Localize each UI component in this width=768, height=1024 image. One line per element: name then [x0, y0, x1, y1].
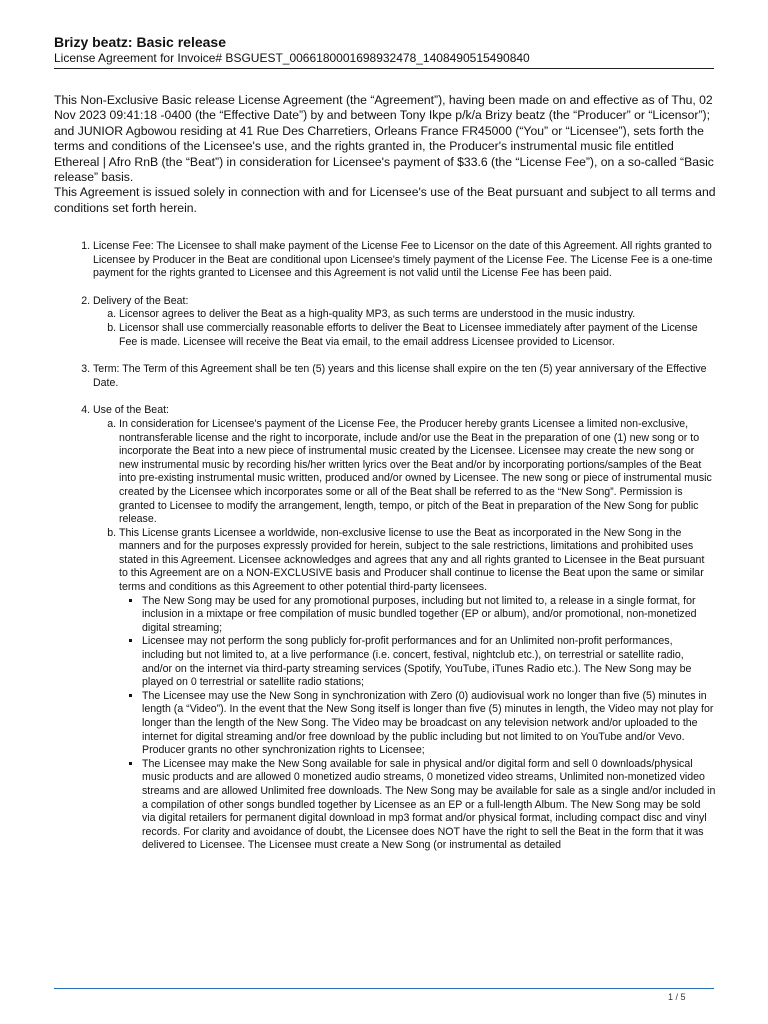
- subclause: a. Licensor agrees to deliver the Beat as a high-quality MP3, as such terms are understood in the music industry.: [119, 308, 716, 322]
- subclause-text: This License grants Licensee a worldwide, non-exclusive license to use the Beat as incorporated in the New Song in the manners and for the purposes expressly provided for herein, subject to the sale restrictions, limitations and prohibited uses stated in this Agreement. Licensee acknowledges and agrees that any and all rights granted to Licensee in the Beat pursuant to this Agreement are on a NON-EXCLUSIVE basis and Producer shall continue to license the Beat upon the same or similar terms and conditions as this Agreement to other potential third-party licensees.: [119, 526, 705, 594]
- intro-section: [54, 93, 716, 216]
- subclause-list: [93, 418, 716, 853]
- header-divider: [54, 68, 714, 69]
- clause-heading: Use of the Beat:: [93, 404, 169, 417]
- subclause: a. In consideration for Licensee's payment of the License Fee, the Producer hereby grants Licensee a limited non-exclusive, nontransferable license and the right to incorporate, include and/or use the Beat in the preparation of one (1) new song or to incorporate the Beat into a new piece of instrumental music created by the Licensee. Licensee may create the new song or new instrumental music by recording his/her written lyrics over the Beat and/or by incorporating portions/samples of the Beat into pre-existing instrumental music written, produced and/or owned by Licensee. The new song or piece of instrumental music created by the Licensee which incorporates some or all of the Beat shall be referred to as the “New Song”. Permission is granted to Licensee to modify the arrangement, length, tempo, or pitch of the Beat in preparation of the New Song for public release.: [119, 418, 716, 527]
- page-number: 1 / 5: [668, 992, 686, 1002]
- subclause-list: [93, 308, 716, 349]
- bullet-item: ▪ The New Song may be used for any promotional purposes, including but not limited to, a release in a single format, for inclusion in a mixtape or free compilation of music bundled together (EP or album), and/or promotional, non-monetized digital streaming;: [142, 595, 716, 636]
- footer-divider: [54, 988, 714, 989]
- clause-use-of-beat: [93, 404, 716, 853]
- clause-text: Term: The Term of this Agreement shall be ten (5) years and this license shall expire on the ten (5) year anniversary of the Effective Date.: [93, 363, 707, 389]
- clause-delivery: [93, 295, 716, 349]
- bullet-list: [119, 595, 716, 853]
- subclause: b. Licensor shall use commercially reasonable efforts to deliver the Beat to Licensee immediately after payment of the License Fee is made. Licensee will receive the Beat via email, to the email address Licensee provided to Licensor.: [119, 322, 716, 349]
- bullet-item: ▪ Licensee may not perform the song publicly for-profit performances and for an Unlimited non-profit performances, including but not limited to, at a live performance (i.e. concert, festival, nightclub etc.), on terrestrial or satellite radio, and/or on the internet via third-party streaming services (Spotify, YouTube, iTunes Radio etc.). The New Song may be played on 0 terrestrial or satellite radio stations;: [142, 635, 716, 689]
- clause-text: License Fee: The Licensee to shall make payment of the License Fee to Licensor on the date of this Agreement. All rights granted to Licensee by Producer in the Beat are conditional upon Licensee's timely payment of the License Fee. The License Fee is a one-time payment for the rights granted to Licensee and this Agreement is not valid until the License Fee has been paid.: [93, 240, 713, 280]
- bullet-item: ▪ The Licensee may use the New Song in synchronization with Zero (0) audiovisual work no longer than five (5) minutes in length (a “Video”). In the event that the New Song itself is longer than five (5) minutes in length, the Video may not play for longer than the length of the New Song. The Video may be broadcast on any television network and/or uploaded to the internet for digital streaming and/or free download by the public including but not limited to on YouTube and/or Vevo. Producer grants no other synchronization rights to Licensee;: [142, 690, 716, 758]
- clause-heading: Delivery of the Beat:: [93, 294, 189, 307]
- clause-list: [54, 240, 716, 853]
- bullet-item: ▪ The Licensee may make the New Song available for sale in physical and/or digital form and sell 0 downloads/physical music products and are allowed 0 monetized audio streams, 0 monetized video streams, Unlimited non-monetized video streams and are allowed Unlimited free downloads. The New Song may be available for sale as a single and/or included in a compilation of other songs bundled together by Licensee as an EP or a full-length Album. The New Song may be sold via digital retailers for permanent digital download in mp3 format and/or physical format, including compact disc and vinyl records. For clarity and avoidance of doubt, the Licensee does NOT have the right to sell the Beat in the form that it was delivered to Licensee. The Licensee must create a New Song (or instrumental as detailed: [142, 758, 716, 853]
- subclause: [119, 527, 716, 853]
- clauses-section: [54, 240, 716, 867]
- document-header: [54, 34, 714, 66]
- clause-term: [93, 363, 716, 390]
- clause-license-fee: [93, 240, 716, 281]
- document-title: Brizy beatz: Basic release: [54, 34, 226, 50]
- intro-paragraph-2: This Agreement is issued solely in connection with and for Licensee's use of the Beat pursuant and subject to all terms and conditions set forth herein.: [54, 185, 716, 215]
- intro-paragraph: This Non-Exclusive Basic release License Agreement (the “Agreement”), having been made on and effective as of Thu, 02 Nov 2023 09:41:18 -0400 (the “Effective Date”) by and between Tony Ikpe p/k/a Brizy beatz (the “Producer” or “Licensor”); and JUNIOR Agbowou residing at 41 Rue Des Charretiers, Orleans France FR45000 (“You” or “Licensee”), sets forth the terms and conditions of the Licensee's use, and the rights granted in, the Producer's instrumental music file entitled Ethereal | Afro RnB (the “Beat”) in consideration for Licensee's payment of $33.6 (the “License Fee”), on a so-called “Basic release” basis.: [54, 93, 714, 185]
- document-subtitle: License Agreement for Invoice# BSGUEST_0066180001698932478_1408490515490840: [54, 51, 530, 65]
